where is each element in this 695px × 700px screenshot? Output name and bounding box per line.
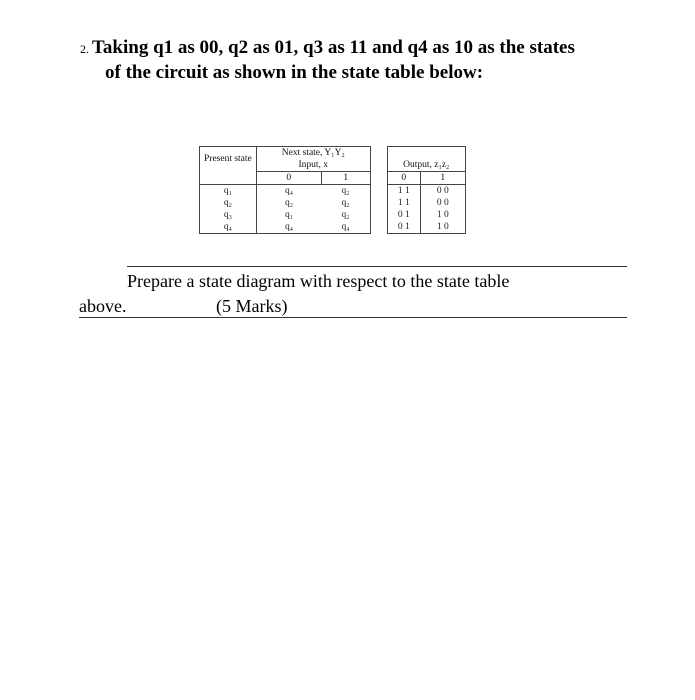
output-0-cell: 0 1 — [387, 221, 420, 234]
header-input: Input, x — [256, 159, 370, 172]
next-state-0-cell: q₄ — [284, 186, 294, 196]
next-state-1-cell: q₂ — [321, 209, 370, 221]
divider-bottom — [79, 317, 627, 318]
spacer — [370, 221, 387, 234]
next-state-0-cell: q₄ — [256, 221, 321, 234]
question-block — [80, 36, 680, 85]
table-row — [200, 221, 466, 234]
spacer — [370, 185, 387, 198]
spacer — [370, 197, 387, 209]
instruction-line-2: above. — [79, 296, 127, 316]
input-col-0: 0 — [256, 172, 321, 185]
marks-label: (5 Marks) — [216, 296, 288, 316]
output-1-cell: 0 0 — [420, 197, 465, 209]
question-text-line-2: of the circuit as shown in the state table below: — [105, 62, 484, 83]
next-state-1-cell: q₂ — [321, 197, 370, 209]
present-state-cell: q₁ — [200, 185, 257, 198]
question-number: 2. — [80, 42, 89, 56]
next-state-1-cell: q₄ — [321, 221, 370, 234]
header-output: Output, z₁z₂ — [387, 147, 465, 172]
output-1-cell: 1 0 — [420, 209, 465, 221]
present-state-cell: q₂ — [200, 197, 257, 209]
present-col-blank — [200, 172, 257, 185]
table-row — [200, 185, 466, 198]
output-0-cell: 0 1 — [387, 209, 420, 221]
divider-top — [127, 266, 627, 267]
question-line-1 — [80, 36, 680, 61]
output-col-1: 1 — [420, 172, 465, 185]
present-state-cell: q₃ — [200, 209, 257, 221]
next-state-0-cell: q₂ — [284, 198, 294, 208]
output-col-0: 0 — [387, 172, 420, 185]
output-1-cell: 1 0 — [420, 221, 465, 234]
output-1-cell: 0 0 — [420, 185, 465, 198]
instruction-line-1: Prepare a state diagram with respect to the state table — [127, 271, 510, 291]
output-0-cell: 1 1 — [387, 185, 420, 198]
header-next-state: Next state, Y₁Y₂ — [256, 147, 370, 160]
table-row — [200, 209, 466, 221]
table-row — [200, 197, 466, 209]
spacer — [370, 209, 387, 221]
present-state-cell: q₄ — [200, 221, 257, 234]
spacer — [370, 147, 387, 172]
spacer — [370, 172, 387, 185]
input-col-1: 1 — [321, 172, 370, 185]
header-present-state: Present state — [200, 147, 257, 172]
next-state-1-cell: q₂ — [321, 185, 370, 198]
output-0-cell: 1 1 — [387, 197, 420, 209]
question-text-line-1: Taking q1 as 00, q2 as 01, q3 as 11 and q4 as 10 as the states — [92, 37, 575, 58]
next-state-0-cell: q₁ — [284, 210, 294, 220]
state-table — [199, 146, 466, 234]
